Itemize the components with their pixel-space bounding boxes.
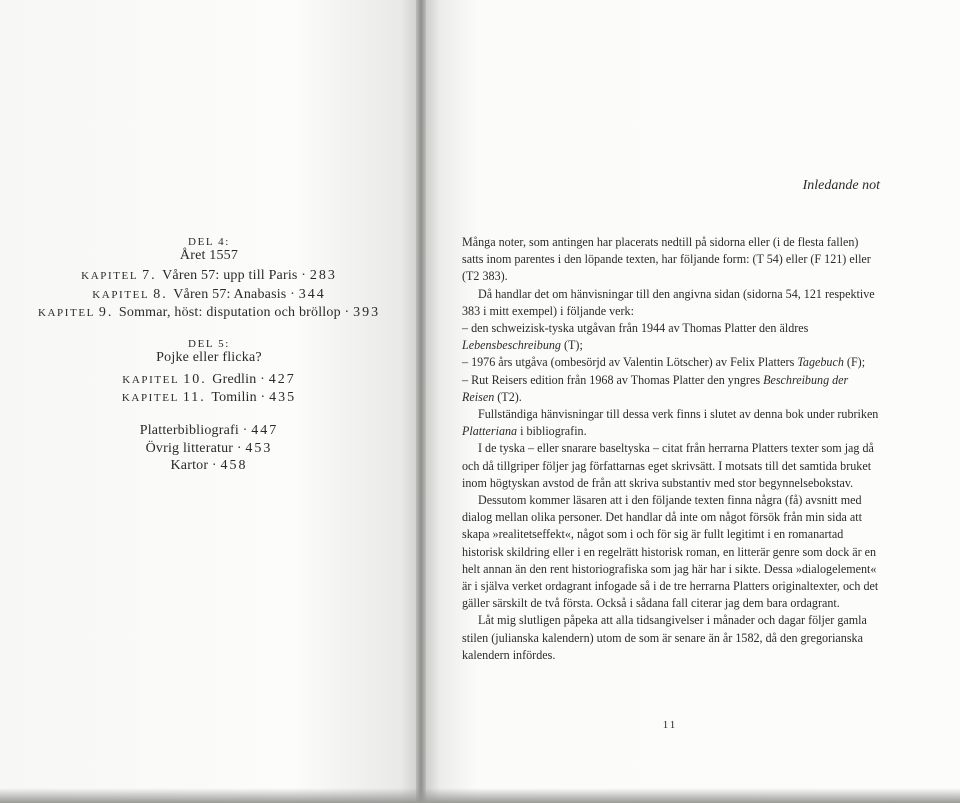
paragraph	[462, 234, 880, 286]
italic-title: Beschreibung der Reisen	[462, 372, 849, 404]
toc-appendix-title: Kartor	[170, 458, 209, 473]
toc-page-number: 447	[251, 423, 279, 438]
toc-page-number: 458	[220, 458, 248, 473]
text-run: i bibliografin.	[517, 424, 587, 439]
toc-separator: ·	[208, 458, 221, 473]
toc-separator: ·	[238, 423, 252, 438]
toc-chapter-title: Tomilin	[211, 390, 257, 405]
toc-chapter-entry	[0, 268, 418, 284]
paragraph	[462, 492, 880, 612]
running-head: Inledande not	[802, 178, 880, 193]
toc-separator: ·	[233, 441, 246, 456]
toc-chapter-label: KAPITEL	[37, 307, 99, 319]
toc-chapter-number: 9.	[98, 305, 119, 320]
text-run: – Rut Reisers edition från 1968 av Thomas Platter den yngres	[462, 372, 764, 387]
toc-part-label: DEL	[188, 338, 219, 350]
toc-chapter-entry	[0, 305, 418, 321]
toc-separator: ·	[297, 268, 310, 283]
toc-part-title-text: Pojke eller flicka?	[156, 350, 262, 365]
toc-page-number: 427	[268, 372, 296, 387]
paragraph	[462, 440, 880, 492]
paragraph	[462, 320, 880, 354]
toc-appendix-entry	[0, 441, 418, 457]
toc-page-number: 344	[298, 287, 326, 302]
text-run: – den schweizisk-tyska utgåvan från 1944 av Thomas Platter den äldres	[462, 321, 809, 336]
italic-title: Lebensbeschreibung	[462, 338, 561, 353]
paragraph	[462, 286, 880, 320]
toc-appendix-entry	[0, 423, 418, 439]
italic-title: Tagebuch	[797, 355, 844, 370]
toc-chapter-label: KAPITEL	[121, 392, 183, 404]
toc-chapter-label: KAPITEL	[92, 289, 154, 301]
text-run: Låt mig slutligen påpeka att alla tidsangivelser i månader och dagar följer gamla stilen (julianska kalendern) utom de som är senare än år 1582, då den gregorianska kalendern infördes.	[462, 613, 867, 662]
italic-title: Platteriana	[462, 424, 518, 439]
toc-chapter-number: 7.	[142, 268, 163, 283]
toc-chapter-number: 10.	[183, 372, 213, 387]
toc-chapter-entry	[0, 390, 418, 406]
toc-appendix-entry	[0, 458, 418, 474]
toc-part-title	[0, 248, 418, 264]
body-text	[462, 234, 880, 664]
toc-appendix-title: Platterbibliografi	[139, 423, 239, 438]
toc-chapter-label: KAPITEL	[81, 270, 143, 282]
toc-separator: ·	[286, 287, 299, 302]
paragraph	[462, 372, 880, 406]
toc-page-number: 453	[245, 441, 273, 456]
text-run: I de tyska – eller snarare baseltyska – citat från herrarna Platters texter som jag då och då tillgriper följer jag författarnas eget skrivsätt. I motsats till det samtida bruket inom högtyskan avstod de från att skriva substantiv med stor begynnelsebokstav.	[462, 441, 874, 490]
toc-page-number: 393	[353, 305, 381, 320]
toc-chapter-number: 11.	[182, 390, 212, 405]
toc-part-title-text: Året 1557	[179, 248, 239, 263]
toc-separator: ·	[256, 390, 270, 405]
toc-page-number: 435	[269, 390, 297, 405]
text-run: (F);	[843, 355, 866, 370]
toc-appendix-title: Övrig litteratur	[145, 441, 234, 456]
text-run: Många noter, som antingen har placerats nedtill på sidorna eller (i de flesta fallen) satts inom parentes i den löpande texten, har följande form: (T 54) eller (F 121) eller (T2 383).	[462, 235, 871, 284]
toc-chapter-title: Gredlin	[212, 372, 257, 387]
toc-chapter-entry	[0, 372, 418, 388]
paragraph	[462, 406, 880, 440]
text-run: (T);	[560, 338, 583, 353]
toc-separator: ·	[340, 305, 354, 320]
toc-part-number: 4:	[218, 236, 230, 248]
toc-chapter-title: Våren 57: Anabasis	[173, 287, 287, 302]
toc-part-label: DEL	[188, 236, 219, 248]
toc-page-number: 283	[309, 268, 337, 283]
text-run: Då handlar det om hänvisningar till den angivna sidan (sidorna 54, 121 respektive 383 i mitt exempel) i följande verk:	[462, 286, 875, 318]
toc-chapter-entry	[0, 287, 418, 303]
text-run: Dessutom kommer läsaren att i den följande texten finna några (få) avsnitt med dialog mellan olika personer. Det handlar då inte om något försök från min sida att skapa »realitetseffekt«, något som i och för sig är fullt legitimt i en romanartad historisk skildring eller i en regelrätt historisk roman, en litterär genre som dock är en helt annan än den rent historiografiska som jag här har i sikte. Dessa »dialogelement« är i själva verket ordagrant infogade så i de tre herrarna Platters originaltexter, och det gäller särskilt de två första. Också i sådana fall citerar jag dem bara ordagrant.	[462, 493, 879, 611]
toc-chapter-number: 8.	[153, 287, 174, 302]
page-number: 11	[662, 719, 678, 731]
toc-part-title	[0, 350, 418, 366]
toc-chapter-title: Våren 57: upp till Paris	[162, 268, 298, 283]
text-run: Fullständiga hänvisningar till dessa verk finns i slutet av denna bok under rubriken	[478, 407, 879, 422]
paragraph	[462, 612, 880, 664]
toc-separator: ·	[256, 372, 269, 387]
paragraph	[462, 354, 880, 371]
toc-chapter-label: KAPITEL	[122, 374, 184, 386]
text-run: – 1976 års utgåva (ombesörjd av Valentin Lötscher) av Felix Platters	[462, 355, 798, 370]
toc-chapter-title: Sommar, höst: disputation och bröllop	[118, 305, 341, 320]
toc-part-number: 5:	[218, 338, 230, 350]
text-run: (T2).	[494, 389, 522, 404]
page-bottom-shadow	[0, 788, 960, 803]
